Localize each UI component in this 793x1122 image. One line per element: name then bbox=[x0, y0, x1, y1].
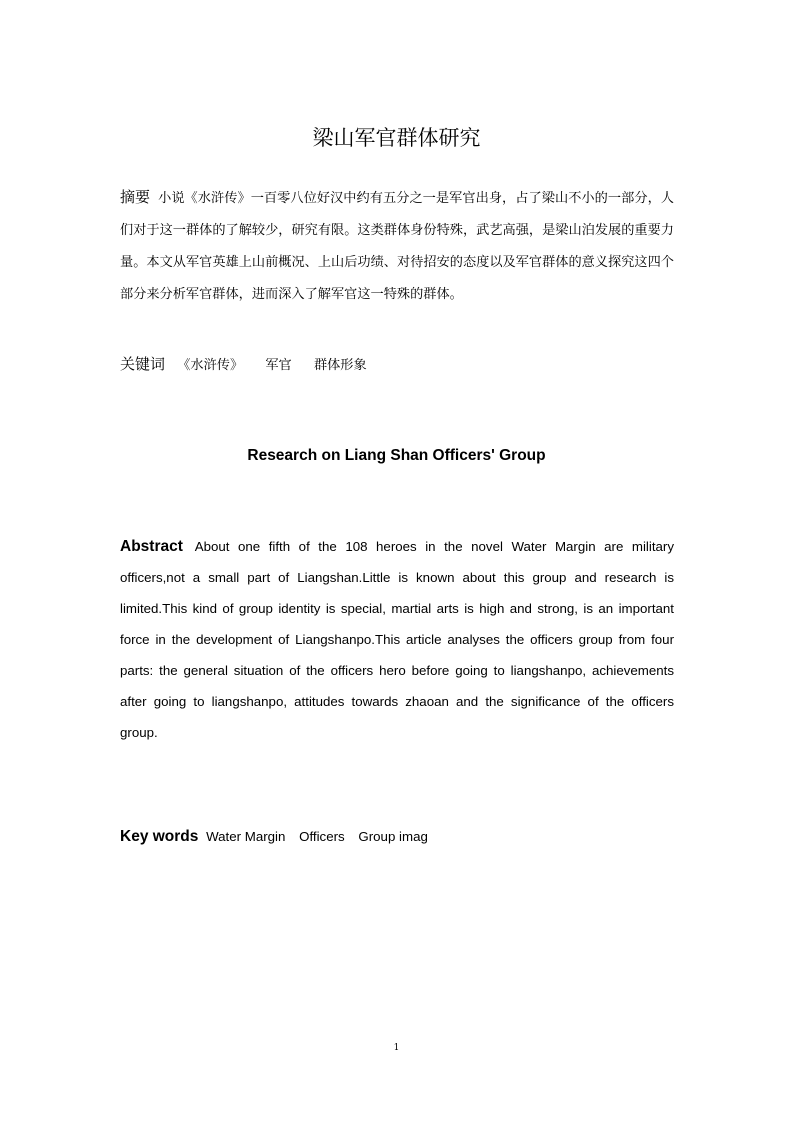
english-keyword: Group imag bbox=[358, 829, 428, 844]
english-keyword: Officers bbox=[299, 829, 345, 844]
chinese-keywords-label: 关键词 bbox=[120, 355, 166, 373]
chinese-keyword: 群体形象 bbox=[313, 358, 367, 373]
english-abstract-text: About one fifth of the 108 heroes in the novel Water Margin are military officers,not a small part of Liangshan.Little is known about this group and research is limited.This kind of group identity is special, martial arts is high and strong, is an important force in the development of Liangshanpo.This article analyses the officers group from four parts: the general situation of the officers hero before going to liangshanpo, achievements after going to liangshanpo, attitudes towards zhaoan and the significance of the officers group. bbox=[120, 539, 674, 740]
chinese-keyword: 《水浒传》 bbox=[177, 358, 244, 373]
english-abstract bbox=[120, 531, 674, 748]
english-keywords bbox=[120, 823, 674, 851]
page-number: 1 bbox=[393, 1043, 400, 1053]
english-keyword: Water Margin bbox=[206, 829, 286, 844]
chinese-keyword: 军官 bbox=[265, 358, 292, 373]
chinese-title: 梁山军官群体研究 bbox=[312, 126, 481, 150]
chinese-abstract-label: 摘要 bbox=[120, 188, 151, 206]
english-title: Research on Liang Shan Officers' Group bbox=[247, 447, 546, 464]
chinese-abstract bbox=[120, 181, 674, 311]
chinese-abstract-text: 小说《水浒传》一百零八位好汉中约有五分之一是军官出身，占了梁山不小的一部分，人们对于这一群体的了解较少，研究有限。这类群体身份特殊，武艺高强，是梁山泊发展的重要力量。本文从军官英雄上山前概况、上山后功绩、对待招安的态度以及军官群体的意义探究这四个部分来分析军官群体，进而深入了解军官这一特殊的群体。 bbox=[120, 191, 674, 302]
english-keywords-label: Key words bbox=[120, 828, 199, 845]
english-abstract-label: Abstract bbox=[120, 538, 183, 555]
chinese-keywords bbox=[120, 350, 674, 380]
